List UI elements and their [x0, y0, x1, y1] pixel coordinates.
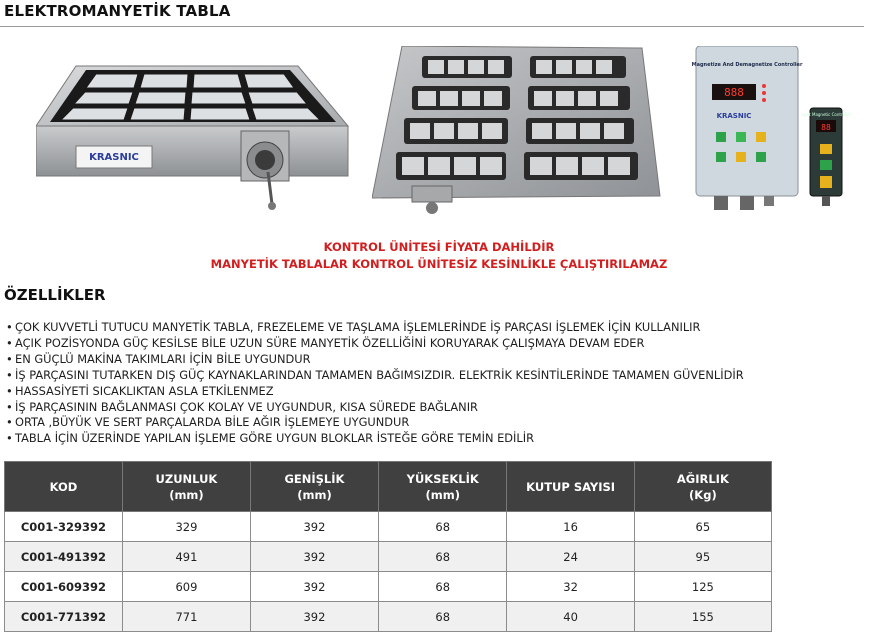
- bullet-icon: •: [6, 367, 13, 382]
- bullet-icon: •: [6, 320, 13, 334]
- bullet-icon: •: [6, 399, 13, 414]
- cell-kutup-sayisi: 24: [507, 542, 634, 572]
- cell-kod: C001-329392: [5, 512, 123, 542]
- table-row: [5, 512, 772, 542]
- cell-uzunluk: 491: [122, 542, 250, 572]
- table-row: [5, 542, 772, 572]
- cell-yukseklik: 68: [378, 542, 507, 572]
- bullet-icon: •: [6, 415, 13, 430]
- krasnic-logo: KRASNIC: [89, 152, 139, 163]
- feature-item: • ÇOK KUVVETLİ TUTUCU MANYETİK TABLA, FREZELEME VE TAŞLAMA İŞLEMLERİNDE İŞ PARÇASI İŞLEMEK İÇİN KULLANILIR: [6, 320, 701, 334]
- cell-yukseklik: 68: [378, 512, 507, 542]
- feature-item: • ORTA ,BÜYÜK VE SERT PARÇALARDA BİLE AĞIR İŞLEMEYE UYGUNDUR: [6, 415, 410, 430]
- cell-uzunluk: 609: [122, 572, 250, 602]
- cell-kutup-sayisi: 16: [507, 512, 634, 542]
- svg-text:888: 888: [724, 86, 744, 99]
- cell-kutup-sayisi: 32: [507, 572, 634, 602]
- magnetic-table-top-image: [372, 46, 662, 216]
- control-unit-image: [692, 46, 862, 216]
- cell-yukseklik: 68: [378, 572, 507, 602]
- table-row: [5, 602, 772, 632]
- controller-brand-logo: KRASNIC: [716, 112, 752, 120]
- column-header-uzunluk: UZUNLUK (mm): [122, 462, 250, 512]
- feature-item: • İŞ PARÇASININ BAĞLANMASI ÇOK KOLAY VE UYGUNDUR, KISA SÜREDE BAĞLANIR: [6, 399, 478, 414]
- table-row: [5, 572, 772, 602]
- bullet-icon: •: [6, 351, 13, 366]
- bullet-icon: •: [6, 335, 13, 350]
- cell-agirlik: 125: [634, 572, 771, 602]
- cell-genislik: 392: [250, 542, 378, 572]
- cell-yukseklik: 68: [378, 602, 507, 632]
- page-title: ELEKTROMANYETİK TABLA: [4, 2, 231, 20]
- remote-title: Light Magnetic Controller: [800, 112, 852, 117]
- table-header-row: [5, 462, 772, 512]
- features-heading: ÖZELLİKLER: [4, 286, 106, 304]
- notice-control-unit-required: MANYETİK TABLALAR KONTROL ÜNİTESİZ KESİNLİKLE ÇALIŞTIRILAMAZ: [210, 257, 668, 271]
- feature-item: • İŞ PARÇASINI TUTARKEN DIŞ GÜÇ KAYNAKLARINDAN TAMAMEN BAĞIMSIZDIR. ELEKTRİK KESİNTİLERİNDE TAMAMEN GÜVENLİDİR: [6, 367, 744, 382]
- bullet-icon: •: [6, 431, 13, 446]
- feature-item: • AÇIK POZİSYONDA GÜÇ KESİLSE BİLE UZUN SÜRE MANYETİK ÖZELLİĞİNİ KORUYARAK ÇALIŞMAYA DEVAM EDER: [6, 335, 645, 350]
- column-header-genislik: GENİŞLİK (mm): [250, 462, 378, 512]
- cell-kod: C001-609392: [5, 572, 123, 602]
- cell-kod: C001-771392: [5, 602, 123, 632]
- column-header-yukseklik: YÜKSEKLİK (mm): [378, 462, 507, 512]
- bullet-icon: •: [6, 383, 13, 398]
- cell-kutup-sayisi: 40: [507, 602, 634, 632]
- cell-genislik: 392: [250, 602, 378, 632]
- cell-uzunluk: 329: [122, 512, 250, 542]
- column-header-kutup-sayisi: KUTUP SAYISI: [507, 462, 634, 512]
- svg-text:88: 88: [821, 123, 831, 132]
- cell-genislik: 392: [250, 512, 378, 542]
- feature-item: • TABLA İÇİN ÜZERİNDE YAPILAN İŞLEME GÖRE UYGUN BLOKLAR İSTEĞE GÖRE TEMİN EDİLİR: [6, 431, 535, 446]
- title-divider: [0, 26, 864, 27]
- specification-table: [4, 461, 772, 632]
- cell-agirlik: 65: [634, 512, 771, 542]
- cell-kod: C001-491392: [5, 542, 123, 572]
- cell-genislik: 392: [250, 572, 378, 602]
- notice-control-unit-included: KONTROL ÜNİTESİ FİYATA DAHİLDİR: [323, 240, 555, 254]
- controller-title: Magnetize And Demagnetize Controller: [692, 62, 803, 68]
- column-header-agirlik: AĞIRLIK (Kg): [634, 462, 771, 512]
- features-list: [6, 320, 744, 447]
- cell-uzunluk: 771: [122, 602, 250, 632]
- cell-agirlik: 95: [634, 542, 771, 572]
- column-header-kod: KOD: [5, 462, 123, 512]
- cell-agirlik: 155: [634, 602, 771, 632]
- magnetic-table-image: [36, 46, 354, 216]
- feature-item: • HASSASİYETİ SICAKLIKTAN ASLA ETKİLENMEZ: [6, 383, 274, 398]
- feature-item: • EN GÜÇLÜ MAKİNA TAKIMLARI İÇİN BİLE UYGUNDUR: [6, 351, 311, 366]
